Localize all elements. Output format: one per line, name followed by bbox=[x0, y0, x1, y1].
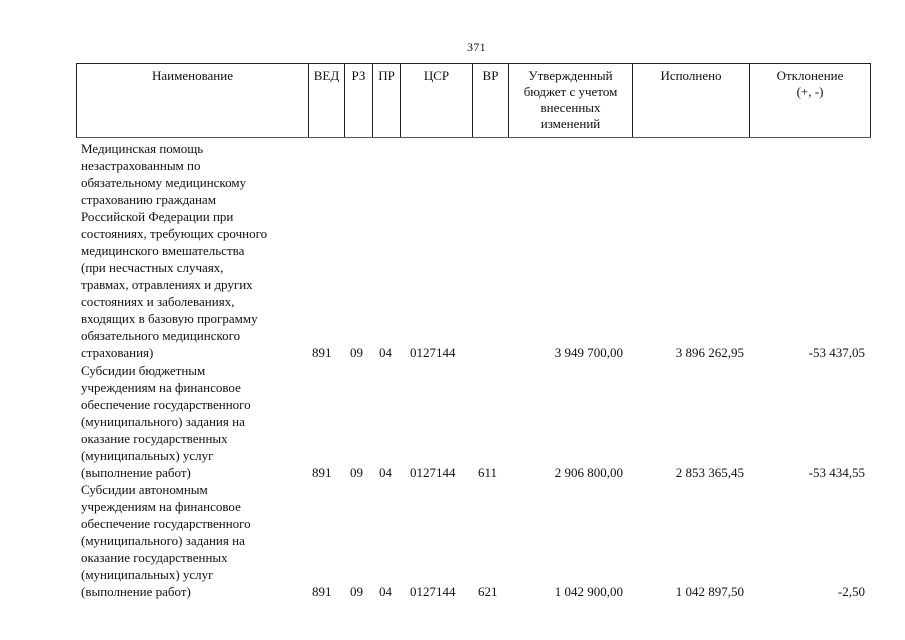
table-header bbox=[76, 63, 871, 138]
row-name-line: оказание государственных bbox=[81, 431, 228, 446]
header-executed-label: Исполнено bbox=[660, 68, 722, 83]
row-ved: 891 bbox=[312, 345, 332, 360]
header-approved-line: бюджет с учетом bbox=[523, 84, 618, 99]
row-name-line: незастрахованным по bbox=[81, 158, 201, 173]
table-row bbox=[76, 481, 871, 600]
header-deviation-line: (+, -) bbox=[796, 84, 824, 99]
row-name-line: (выполнение работ) bbox=[81, 465, 191, 480]
row-vr: 621 bbox=[478, 584, 498, 599]
row-name-line: Российской Федерации при bbox=[81, 209, 234, 224]
row-name-line: обязательному медицинскому bbox=[81, 175, 247, 190]
row-approved: 1 042 900,00 bbox=[554, 584, 623, 599]
header-approved-line: Утвержденный bbox=[528, 68, 613, 83]
row-name-line: (муниципального) задания на bbox=[81, 533, 245, 548]
row-name-line: входящих в базовую программу bbox=[81, 311, 258, 326]
header-vr-label: ВР bbox=[482, 68, 499, 83]
row-deviation: -53 434,55 bbox=[808, 465, 865, 480]
row-csr: 0127144 bbox=[410, 465, 456, 480]
row-name-line: (выполнение работ) bbox=[81, 584, 191, 599]
header-csr bbox=[400, 64, 472, 137]
header-vr bbox=[472, 64, 508, 137]
row-name-line: травмах, отравлениях и других bbox=[81, 277, 253, 292]
header-approved-line: изменений bbox=[540, 116, 601, 131]
header-csr-label: ЦСР bbox=[423, 68, 450, 83]
header-pr bbox=[372, 64, 400, 137]
header-deviation-line: Отклонение bbox=[776, 68, 844, 83]
row-name-line: страхования) bbox=[81, 345, 154, 360]
row-executed: 2 853 365,45 bbox=[675, 465, 744, 480]
row-name-line: учреждениям на финансовое bbox=[81, 380, 241, 395]
row-pr: 04 bbox=[379, 465, 392, 480]
row-name-line: (муниципального) задания на bbox=[81, 414, 245, 429]
header-name-label: Наименование bbox=[152, 68, 233, 83]
page-number: 371 bbox=[467, 40, 486, 54]
row-name-line: состояниях, требующих срочного bbox=[81, 226, 268, 241]
header-name bbox=[76, 64, 308, 137]
row-name-line: Субсидии бюджетным bbox=[81, 363, 206, 378]
row-name-line: Медицинская помощь bbox=[81, 141, 204, 156]
row-csr: 0127144 bbox=[410, 584, 456, 599]
row-name-line: медицинского вмешательства bbox=[81, 243, 245, 258]
row-executed: 1 042 897,50 bbox=[675, 584, 744, 599]
row-name-line: состояниях и заболеваниях, bbox=[81, 294, 235, 309]
row-name-line: страхованию гражданам bbox=[81, 192, 216, 207]
row-name-line: обеспечение государственного bbox=[81, 397, 251, 412]
row-approved: 3 949 700,00 bbox=[554, 345, 623, 360]
row-ved: 891 bbox=[312, 465, 332, 480]
row-name-line: (муниципальных) услуг bbox=[81, 567, 214, 582]
header-pr-label: ПР bbox=[378, 68, 395, 83]
table-row bbox=[76, 361, 871, 481]
row-name bbox=[81, 362, 309, 481]
row-pr: 04 bbox=[379, 345, 392, 360]
row-name bbox=[81, 481, 309, 600]
row-csr: 0127144 bbox=[410, 345, 456, 360]
header-rz bbox=[344, 64, 372, 137]
row-executed: 3 896 262,95 bbox=[675, 345, 744, 360]
row-deviation: -53 437,05 bbox=[808, 345, 865, 360]
header-approved-line: внесенных bbox=[540, 100, 601, 115]
row-name-line: Субсидии автономным bbox=[81, 482, 208, 497]
header-deviation bbox=[749, 64, 871, 137]
row-pr: 04 bbox=[379, 584, 392, 599]
row-name-line: (при несчастных случаях, bbox=[81, 260, 224, 275]
row-approved: 2 906 800,00 bbox=[554, 465, 623, 480]
row-vr: 611 bbox=[478, 465, 498, 480]
header-ved-label: ВЕД bbox=[313, 68, 340, 83]
header-ved bbox=[308, 64, 344, 137]
row-deviation: -2,50 bbox=[837, 584, 865, 599]
row-rz: 09 bbox=[350, 345, 363, 360]
row-ved: 891 bbox=[312, 584, 332, 599]
header-approved bbox=[508, 64, 632, 137]
row-rz: 09 bbox=[350, 465, 363, 480]
row-name-line: обеспечение государственного bbox=[81, 516, 251, 531]
header-rz-label: РЗ bbox=[351, 68, 366, 83]
header-executed bbox=[632, 64, 749, 137]
row-name bbox=[81, 140, 309, 361]
table-row bbox=[76, 137, 871, 361]
row-name-line: оказание государственных bbox=[81, 550, 228, 565]
row-rz: 09 bbox=[350, 584, 363, 599]
row-name-line: обязательного медицинского bbox=[81, 328, 241, 343]
row-name-line: (муниципальных) услуг bbox=[81, 448, 214, 463]
row-name-line: учреждениям на финансовое bbox=[81, 499, 241, 514]
